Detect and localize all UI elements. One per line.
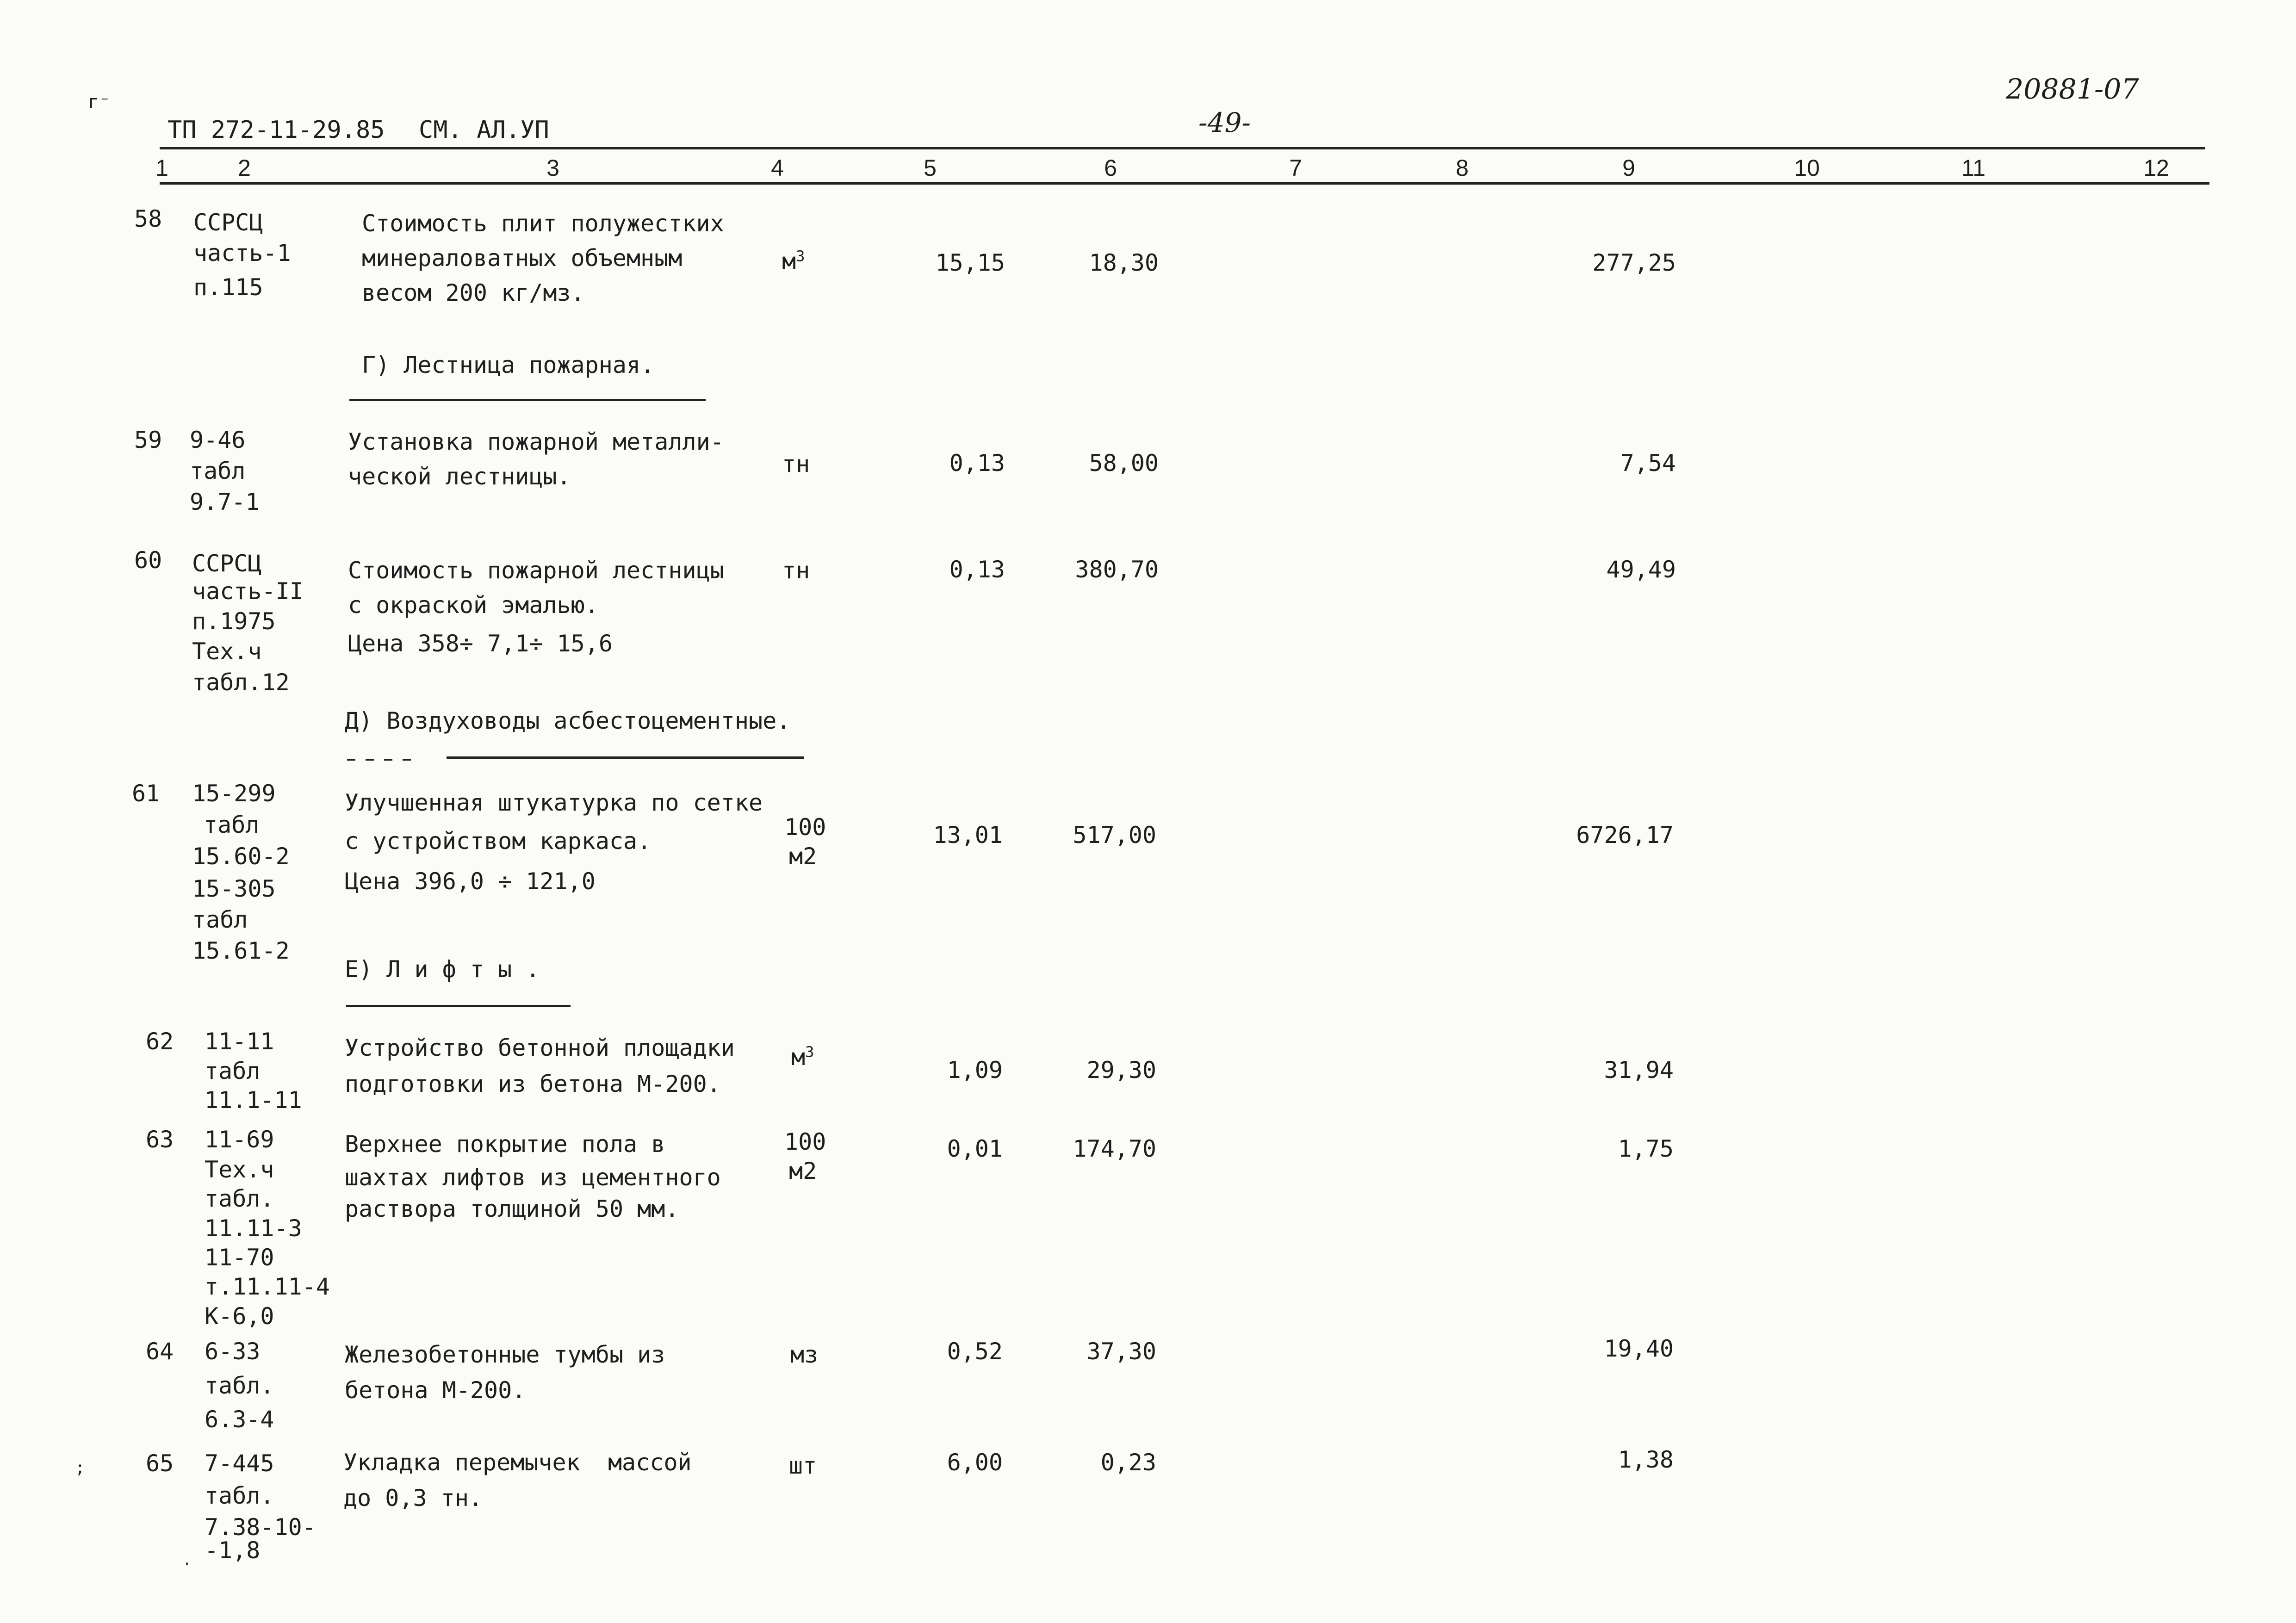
col-num-9: 9: [1622, 155, 1635, 181]
quantity: 0,01: [947, 1135, 1003, 1162]
header-bottom-rule: [160, 182, 2209, 185]
desc-line: Цена 358÷ 7,1÷ 15,6: [348, 630, 613, 657]
code-line: 6.3-4: [205, 1406, 274, 1433]
desc-line: Верхнее покрытие пола в: [345, 1131, 665, 1158]
code-line: 7.38-10-: [205, 1514, 316, 1541]
total: 49,49: [1606, 556, 1676, 583]
unit-superscript: 3: [796, 247, 805, 265]
code-line: 11.11-3: [205, 1215, 302, 1242]
code-line: п.1975: [192, 608, 276, 635]
page-number: -49-: [1198, 107, 1251, 138]
album-ref: СМ. АЛ.УП: [419, 116, 549, 144]
document-number: 20881-07: [2006, 73, 2139, 105]
tp-code: ТП 272-11-29.85: [168, 116, 385, 144]
quantity: 6,00: [947, 1449, 1003, 1476]
code-line: т.11.11-4: [205, 1273, 330, 1300]
unit-price: 0,23: [1100, 1449, 1156, 1476]
section-heading: Е) Л и ф т ы .: [345, 956, 540, 983]
section-underline-dash: [366, 759, 374, 761]
unit-price: 58,00: [1089, 450, 1159, 477]
code-line: 9-46: [190, 427, 246, 453]
code-line: табл.: [205, 1185, 274, 1212]
desc-line: раствора толщиной 50 мм.: [345, 1196, 679, 1222]
total: 31,94: [1604, 1057, 1674, 1084]
row-number: 63: [146, 1126, 174, 1153]
unit: тн: [782, 557, 810, 584]
unit-price: 380,70: [1075, 556, 1159, 583]
code-line: табл: [190, 458, 246, 484]
total: 1,38: [1618, 1446, 1674, 1473]
unit-price: 29,30: [1086, 1057, 1156, 1084]
col-num-10: 10: [1794, 155, 1820, 181]
desc-line: с устройством каркаса.: [345, 828, 652, 855]
col-num-7: 7: [1289, 155, 1302, 181]
unit-price: 174,70: [1073, 1135, 1156, 1162]
desc-line: Улучшенная штукатурка по сетке: [345, 789, 763, 816]
unit-price: 37,30: [1086, 1338, 1156, 1365]
desc-line: Цена 396,0 ÷ 121,0: [345, 868, 596, 895]
desc-line: с окраской эмалью.: [348, 592, 599, 619]
desc-line: шахтах лифтов из цементного: [345, 1164, 721, 1191]
quantity: 0,52: [947, 1338, 1003, 1365]
total: 6726,17: [1576, 822, 1674, 849]
code-line: Тех.ч: [192, 638, 262, 665]
code-line: часть-1: [193, 240, 291, 266]
unit-line: 100: [784, 814, 826, 841]
header-top-rule: [160, 147, 2205, 149]
desc-line: подготовки из бетона М-200.: [345, 1071, 721, 1097]
unit-line: м2: [789, 1158, 817, 1184]
row-number: 64: [146, 1338, 174, 1365]
unit-line: 100: [784, 1128, 826, 1155]
code-line: 11.1-11: [205, 1087, 302, 1114]
unit-base: м: [791, 1044, 806, 1071]
desc-line: Стоимость плит полужестких: [362, 210, 724, 237]
code-line: табл.12: [192, 669, 290, 696]
col-num-8: 8: [1456, 155, 1469, 181]
col-num-12: 12: [2143, 155, 2169, 181]
section-underline: [346, 1005, 571, 1007]
unit: [782, 246, 805, 277]
section-underline: [349, 399, 706, 401]
col-num-4: 4: [771, 155, 784, 181]
desc-line: ческой лестницы.: [348, 463, 571, 490]
section-underline-dash: [347, 759, 355, 761]
col-num-3: 3: [546, 155, 559, 181]
row-number: 62: [146, 1028, 174, 1055]
desc-line: Устройство бетонной площадки: [345, 1035, 735, 1061]
quantity: 15,15: [935, 249, 1005, 276]
unit-superscript: 3: [805, 1043, 814, 1061]
col-num-1: 1: [155, 155, 168, 181]
col-num-2: 2: [238, 155, 251, 181]
unit-base: м: [782, 248, 796, 275]
code-line: 15.60-2: [192, 843, 290, 870]
desc-line: Стоимость пожарной лестницы: [348, 557, 724, 584]
unit: [791, 1042, 814, 1072]
code-line: Тех.ч: [205, 1156, 274, 1183]
total: 7,54: [1620, 450, 1676, 477]
code-line: 15-299: [192, 780, 276, 807]
unit: шт: [789, 1452, 817, 1479]
code-line: 15-305: [192, 875, 276, 902]
code-line: табл.: [205, 1372, 274, 1399]
total: 19,40: [1604, 1335, 1674, 1362]
scan-speck: ;: [75, 1458, 85, 1477]
quantity: 0,13: [949, 556, 1005, 583]
row-number: 58: [134, 205, 162, 232]
code-line: 11-70: [205, 1244, 274, 1271]
code-line: табл: [204, 812, 260, 838]
row-number: 61: [132, 780, 160, 807]
desc-line: весом 200 кг/мз.: [362, 279, 585, 306]
desc-line: минераловатных объемным: [362, 245, 683, 272]
desc-line: Железобетонные тумбы из: [345, 1341, 665, 1368]
row-number: 65: [146, 1450, 174, 1477]
total: 277,25: [1592, 249, 1676, 276]
code-line: 9.7-1: [190, 489, 260, 515]
code-line: ССРСЦ: [192, 550, 262, 577]
col-num-5: 5: [924, 155, 937, 181]
unit-line: м2: [789, 843, 817, 870]
row-number: 60: [134, 547, 162, 574]
section-heading: Г) Лестница пожарная.: [362, 352, 655, 378]
unit-price: 517,00: [1073, 822, 1156, 849]
code-line: 7-445: [205, 1450, 274, 1477]
code-line: ССРСЦ: [193, 209, 263, 236]
desc-line: Установка пожарной металли-: [348, 428, 724, 455]
section-underline-dash: [403, 759, 411, 761]
corner-mark: г⁻: [88, 92, 111, 113]
desc-line: бетона М-200.: [345, 1377, 526, 1404]
code-line: п.115: [193, 274, 263, 301]
col-num-11: 11: [1961, 155, 1986, 181]
code-line: табл: [192, 906, 248, 933]
desc-line: до 0,3 тн.: [343, 1485, 483, 1511]
quantity: 1,09: [947, 1057, 1003, 1084]
code-line: 11-11: [205, 1028, 274, 1055]
quantity: 13,01: [933, 822, 1003, 849]
section-underline: [447, 756, 804, 759]
code-line: 15.61-2: [192, 937, 290, 964]
total: 1,75: [1618, 1135, 1674, 1162]
section-heading: Д) Воздуховоды асбестоцементные.: [345, 707, 791, 734]
code-line: часть-II: [192, 578, 304, 605]
code-line: К-6,0: [205, 1303, 274, 1330]
quantity: 0,13: [949, 450, 1005, 477]
code-line: -1,8: [205, 1537, 261, 1564]
code-line: табл: [205, 1058, 261, 1084]
unit: мз: [790, 1341, 819, 1368]
code-line: табл.: [205, 1482, 274, 1509]
scan-speck: .: [183, 1552, 192, 1568]
unit: тн: [782, 451, 810, 477]
row-number: 59: [134, 427, 162, 453]
col-num-6: 6: [1104, 155, 1117, 181]
code-line: 11-69: [205, 1126, 274, 1153]
section-underline-dash: [384, 759, 392, 761]
code-line: 6-33: [205, 1338, 261, 1365]
unit-price: 18,30: [1089, 249, 1159, 276]
desc-line: Укладка перемычек массой: [343, 1449, 692, 1476]
